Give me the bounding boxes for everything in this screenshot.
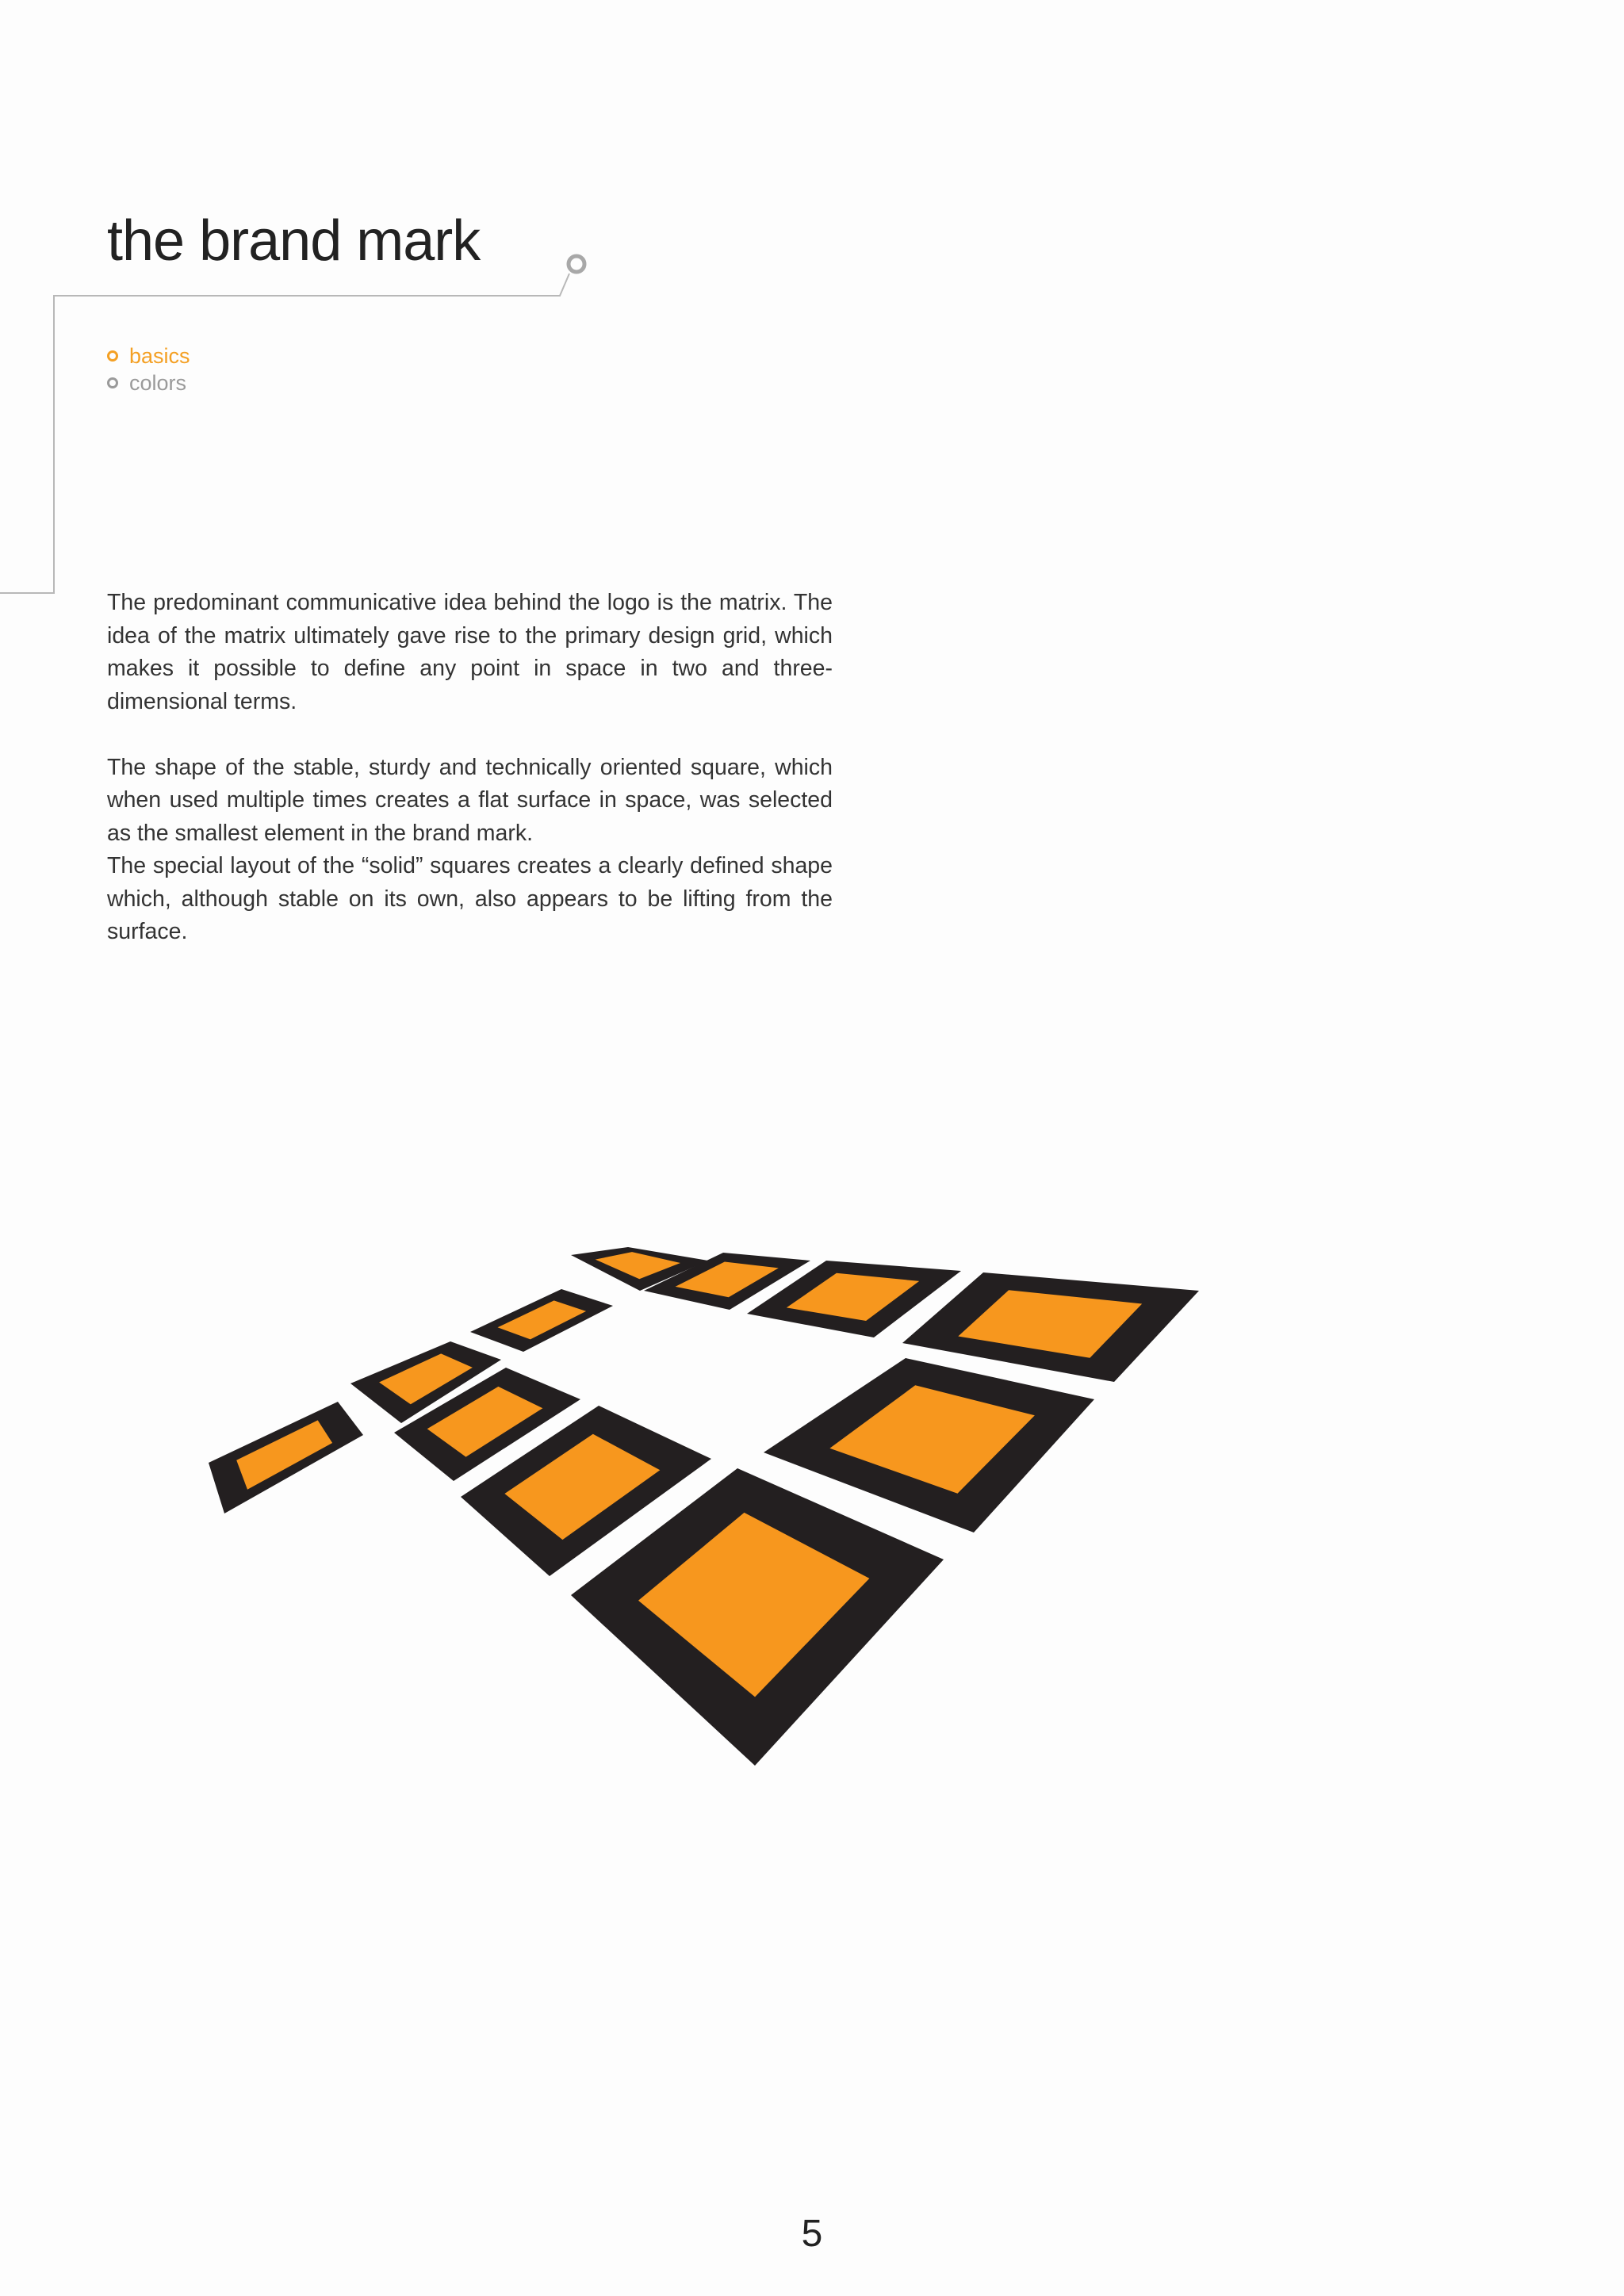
paragraph: The special layout of the “solid” squares creates a clearly defined shape which, although stable on its own, also appears to be lifting from the surface. <box>107 853 833 944</box>
bullet-icon <box>107 377 118 388</box>
brand-mark-logo <box>0 1189 1624 1792</box>
body-text <box>107 587 833 949</box>
nav-item-colors[interactable] <box>107 369 190 396</box>
page-title: the brand mark <box>107 209 481 273</box>
frame-line <box>0 274 569 593</box>
connector-node-icon <box>569 256 584 272</box>
paragraph: The shape of the stable, sturdy and technically oriented square, which when used multiple times creates a flat surface in space, was selected as the smallest element in the brand mark. <box>107 754 833 846</box>
nav-item-label: colors <box>129 371 187 395</box>
bullet-icon <box>107 350 118 362</box>
header-frame-lines <box>0 0 1624 634</box>
page-number: 5 <box>801 2213 823 2255</box>
section-nav <box>107 342 190 396</box>
nav-item-basics[interactable] <box>107 342 190 369</box>
nav-item-label: basics <box>129 344 190 368</box>
paragraph: The predominant communicative idea behind the logo is the matrix. The idea of the matrix ultimately gave rise to the primary design grid, which makes it possible to define any point in space in two and three-dimensional terms. <box>107 590 833 714</box>
